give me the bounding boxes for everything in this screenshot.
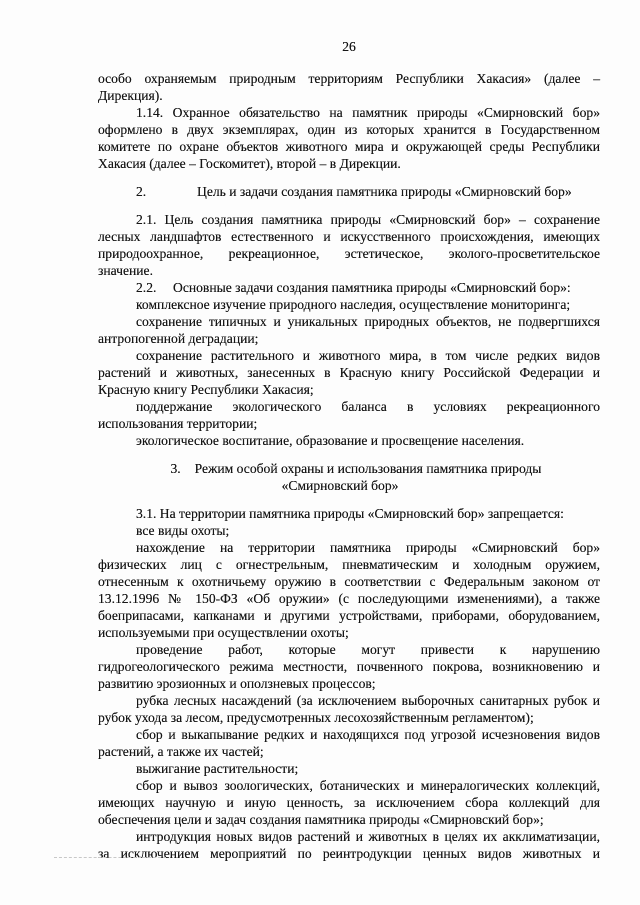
text-line: 1.14. Охранное обязательство на памятник природы «Смирновский бор» <box>136 104 600 120</box>
text-line: боеприпасами, капканами и другими устройствами, приборами, оборудованием, <box>98 607 600 623</box>
list-item <box>98 726 600 760</box>
subsection-heading <box>98 279 600 296</box>
text-line: за исключением мероприятий по реинтродукции ценных видов животных и <box>98 845 600 861</box>
list-item <box>98 641 600 692</box>
text-line: сбор и выкапывание редких и находящихся под угрозой исчезновения видов <box>136 726 600 742</box>
list-item <box>98 692 600 726</box>
list-item <box>98 828 600 862</box>
scan-artifact <box>54 857 166 858</box>
section-heading <box>98 183 600 200</box>
text-line: нахождение на территории памятника природы «Смирновский бор» <box>136 539 600 555</box>
text-line: сохранение типичных и уникальных природных объектов, не подвергшихся <box>136 313 600 329</box>
list-item <box>98 398 600 432</box>
text-line: проведение работ, которые могут привести к нарушению <box>136 641 600 657</box>
text-line: Хакасия (далее – Госкомитет), второй – в Дирекции. <box>98 155 401 171</box>
section-title: Цель и задачи создания памятника природы «Смирновский бор» <box>197 183 572 199</box>
text-line: рубка лесных насаждений (за исключением выборочных санитарных рубок и <box>136 692 600 708</box>
text-line: отнесенным к охотничьему оружию в соответствии с Федеральным законом от <box>98 573 600 589</box>
text-line: особо охраняемым природным территориям Республики Хакасия» (далее – <box>98 70 600 86</box>
text-line: использования территории; <box>98 415 258 431</box>
text-line: экологическое воспитание, образование и просвещение населения. <box>136 432 525 448</box>
text-line: растений, а также их частей; <box>98 743 264 759</box>
text-line: сохранение растительного и животного мира, в том числе редких видов <box>136 347 600 363</box>
text-line: поддержание экологического баланса в условиях рекреационного <box>136 398 600 414</box>
text-line: сбор и вывоз зоологических, ботанических и минералогических коллекций, <box>136 777 600 793</box>
text-line: развитию эрозионных и оползневых процессов; <box>98 675 376 691</box>
text-line: оформлено в двух экземплярах, один из которых хранится в Государственном <box>98 121 600 137</box>
text-line: используемыми при осуществлении охоты; <box>98 624 349 640</box>
text-line: 2.1. Цель создания памятника природы «Смирновский бор» – сохранение <box>136 211 600 227</box>
paragraph <box>98 211 600 279</box>
text-line: все виды охоты; <box>136 522 230 538</box>
text-line: лесных ландшафтов естественного и искусственного происхождения, имеющих <box>98 228 600 244</box>
text-line: природоохранное, рекреационное, эстетическое, эколого-просветительское <box>98 245 600 261</box>
list-item <box>98 432 600 449</box>
page-number: 26 <box>342 39 356 54</box>
section-number: 2. <box>136 183 147 199</box>
text-line: значение. <box>98 262 153 278</box>
text-line: физических лиц с огнестрельным, пневматическим и холодным оружием, <box>98 556 600 572</box>
text-line: интродукция новых видов растений и животных в целях их акклиматизации, <box>136 828 600 844</box>
text-line: комитете по охране объектов животного мира и окружающей среды Республики <box>98 138 600 154</box>
section-title-continued: «Смирновский бор» <box>281 477 399 493</box>
list-item <box>98 760 600 777</box>
text-line: комплексное изучение природного наследия, осуществление мониторинга; <box>136 296 571 312</box>
text-line: имеющих научную и иную ценность, за исключением сбора коллекций для <box>98 794 600 810</box>
section-heading <box>98 460 600 494</box>
subsection-heading: 3.1. На территории памятника природы «Смирновский бор» запрещается: <box>136 505 564 521</box>
text-line: антропогенной деградации; <box>98 330 259 346</box>
text-line: Красную книгу Республики Хакасия; <box>98 381 314 397</box>
list-item <box>98 539 600 641</box>
list-item <box>98 522 600 539</box>
text-line: выжигание растительности; <box>136 760 299 776</box>
section-heading-line <box>98 460 600 477</box>
paragraph <box>98 70 600 104</box>
section-title: Режим особой охраны и использования памятника природы <box>194 460 542 476</box>
text-line: гидрогеологического режима местности, почвенного покрова, возникновению и <box>98 658 600 674</box>
list-item <box>98 777 600 828</box>
text-line: 13.12.1996 № 150-ФЗ «Об оружии» (с последующими изменениями), а также <box>98 590 600 606</box>
subsection-number: 2.2. <box>136 279 157 295</box>
text-line: растений и животных, занесенных в Красную книгу Российской Федерации и <box>98 364 600 380</box>
section-number: 3. <box>170 460 181 476</box>
list-item <box>98 313 600 347</box>
page-body <box>98 70 600 862</box>
text-line: рубок ухода за лесом, предусмотренных лесохозяйственным регламентом); <box>98 709 534 725</box>
subsection-title: Основные задачи создания памятника природы «Смирновский бор»: <box>173 279 571 295</box>
text-line: обеспечения цели и задач создания памятника природы «Смирновский бор»; <box>98 811 544 827</box>
list-item <box>98 296 600 313</box>
text-line: Дирекция). <box>98 87 163 103</box>
paragraph <box>98 104 600 172</box>
list-item <box>98 347 600 398</box>
